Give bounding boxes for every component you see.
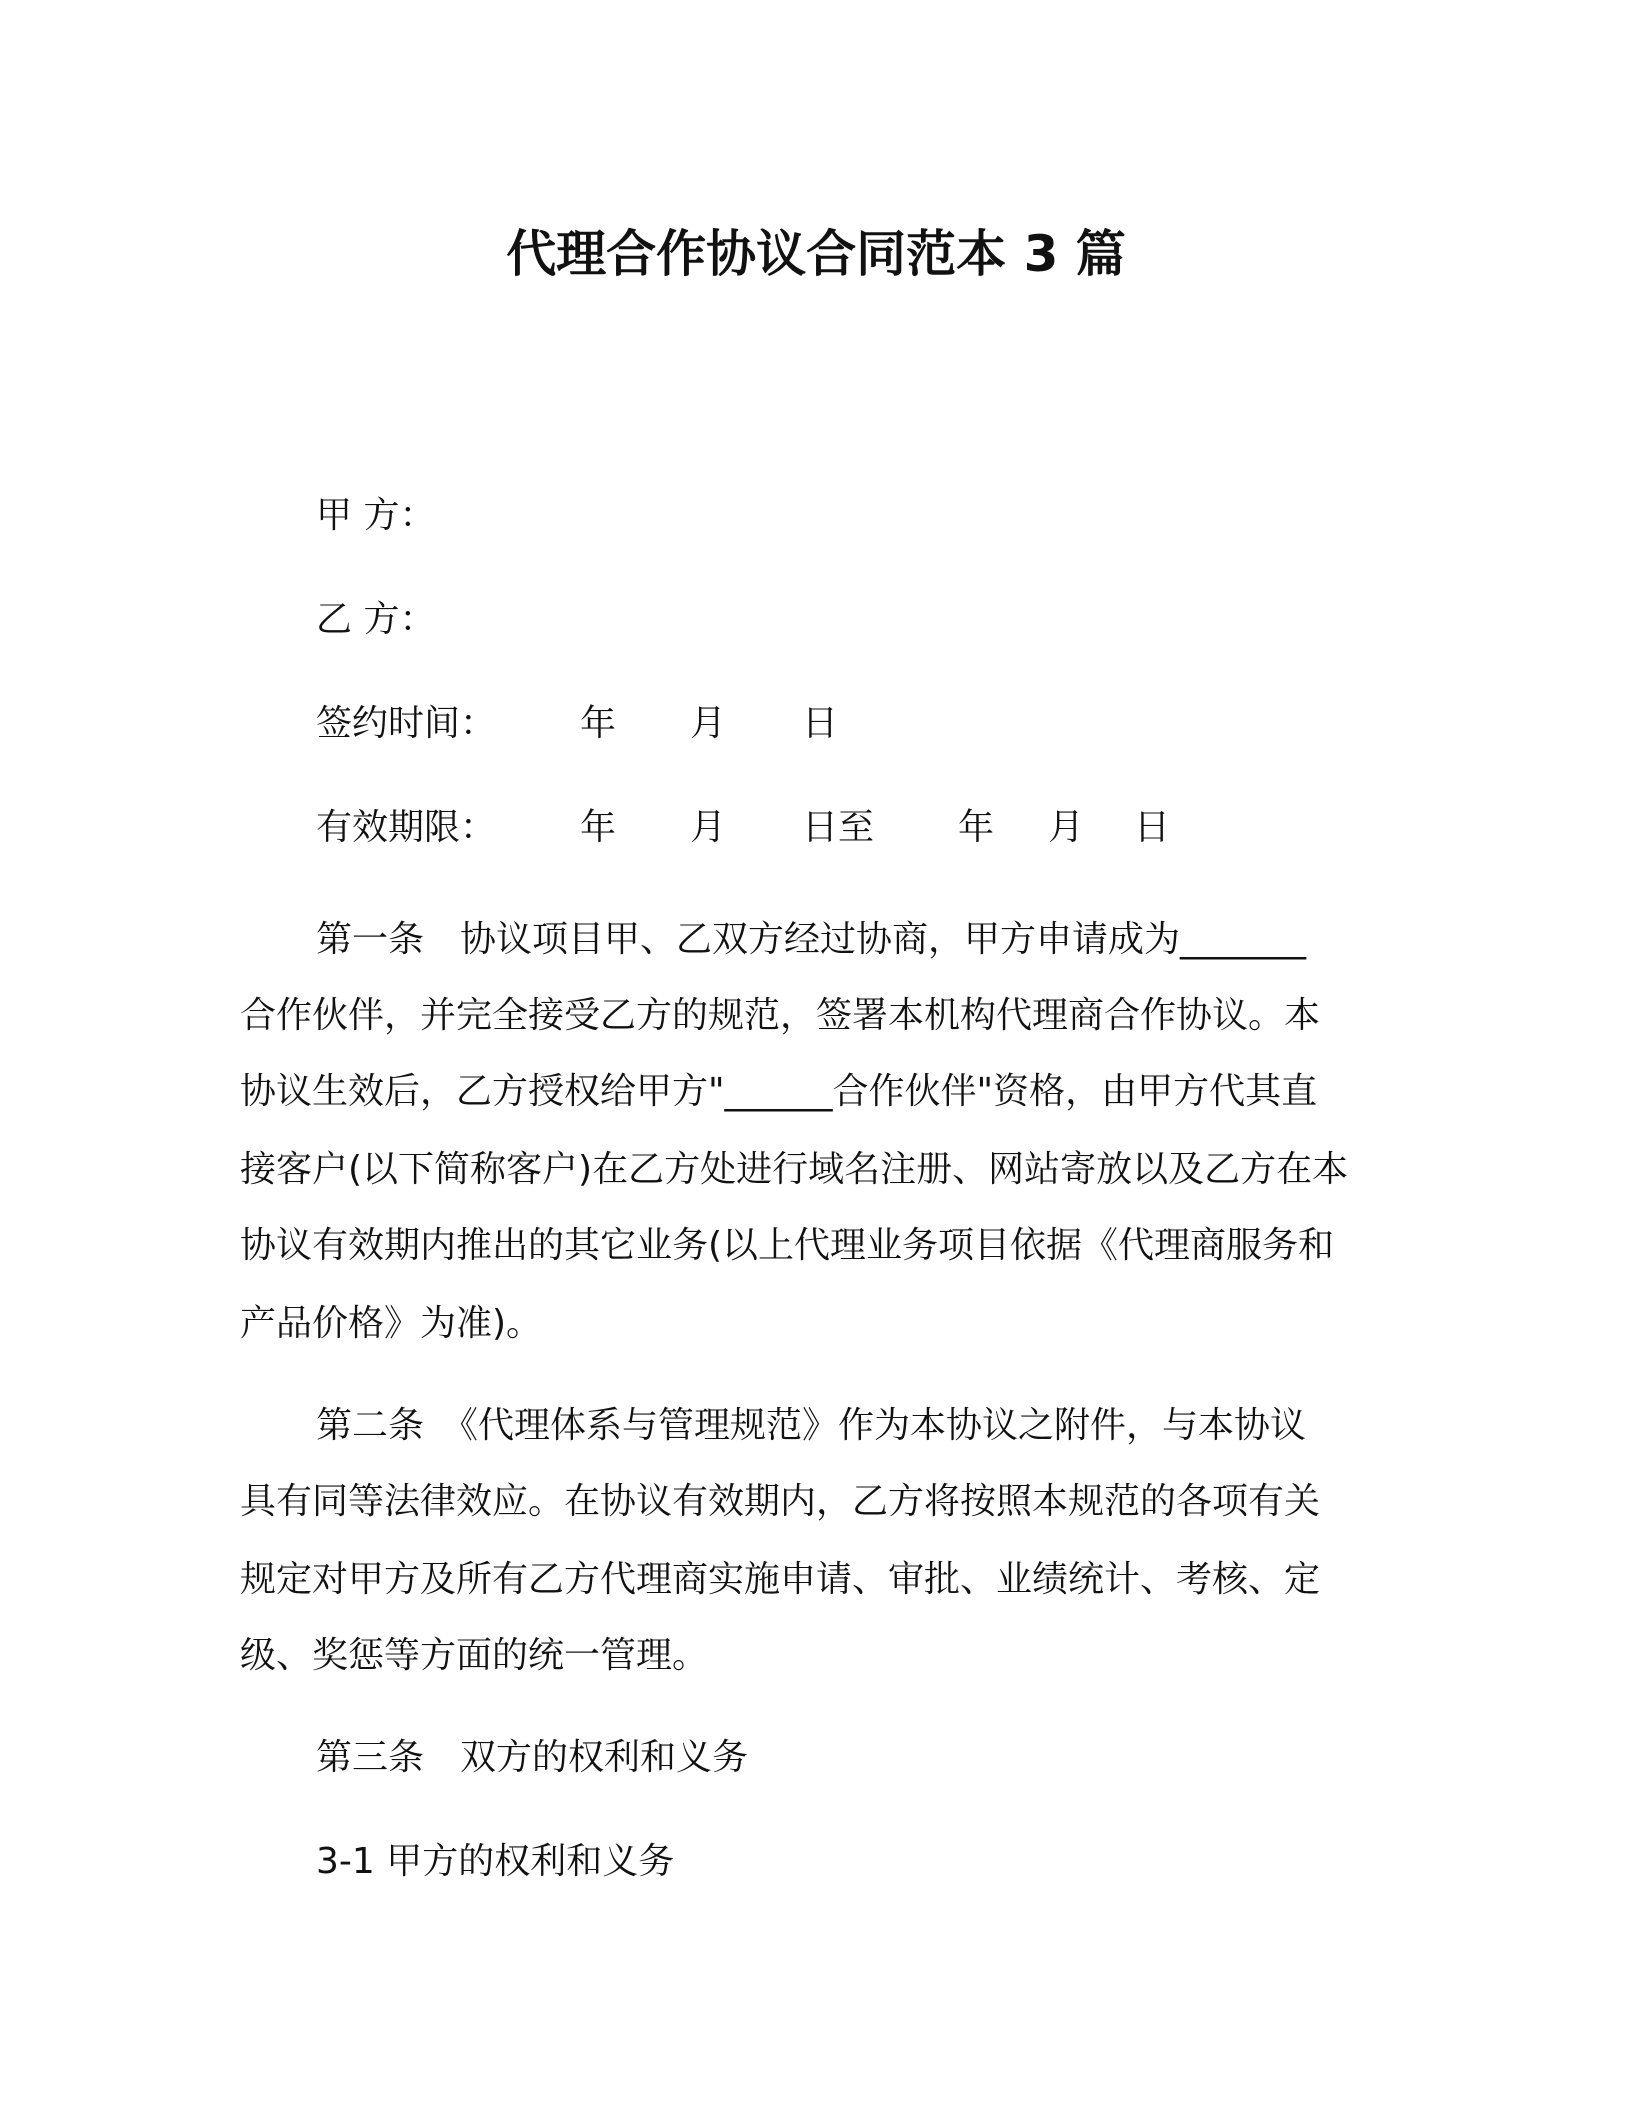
article1-line: 接客户(以下简称客户)在乙方处进行域名注册、网站寄放以及乙方在本 — [240, 1149, 1349, 1190]
validity-label: 有效期限： — [316, 807, 497, 848]
article2-line: 第二条 《代理体系与管理规范》作为本协议之附件，与本协议 — [316, 1405, 1307, 1446]
validity-day-end: 日 — [1134, 807, 1171, 848]
validity-year-start: 年 — [580, 807, 617, 848]
article1-line: 协议有效期内推出的其它业务(以上代理业务项目依据《代理商服务和 — [240, 1225, 1335, 1266]
article3-heading: 第三条 双方的权利和义务 — [316, 1737, 749, 1778]
article2-line: 具有同等法律效应。在协议有效期内，乙方将按照本规范的各项有关 — [240, 1481, 1321, 1522]
article2-line: 规定对甲方及所有乙方代理商实施申请、审批、业绩统计、考核、定 — [240, 1559, 1321, 1600]
sign-time-month: 月 — [690, 703, 727, 744]
sign-time-label: 签约时间： — [316, 703, 497, 744]
article1-line: 第一条 协议项目甲、乙双方经过协商，甲方申请成为_______ — [316, 919, 1307, 960]
document-title: 代理合作协议合同范本 3 篇 — [506, 225, 1126, 283]
sign-time-day: 日 — [802, 703, 839, 744]
article1-line: 产品价格》为准)。 — [240, 1303, 543, 1344]
validity-year-end: 年 — [958, 807, 995, 848]
sign-time-year: 年 — [580, 703, 617, 744]
validity-month-end: 月 — [1048, 807, 1085, 848]
article2-line: 级、奖惩等方面的统一管理。 — [240, 1635, 709, 1676]
party-a-label: 甲 方： — [316, 495, 436, 536]
validity-month-start: 月 — [690, 807, 727, 848]
validity-day-start-to: 日至 — [802, 807, 875, 848]
party-b-label: 乙 方： — [316, 599, 436, 640]
article1-line: 协议生效后，乙方授权给甲方"______合作伙伴"资格，由甲方代其直 — [240, 1071, 1318, 1112]
section-3-1-heading: 3-1 甲方的权利和义务 — [316, 1841, 675, 1882]
article1-line: 合作伙伴，并完全接受乙方的规范，签署本机构代理商合作协议。本 — [240, 995, 1321, 1036]
